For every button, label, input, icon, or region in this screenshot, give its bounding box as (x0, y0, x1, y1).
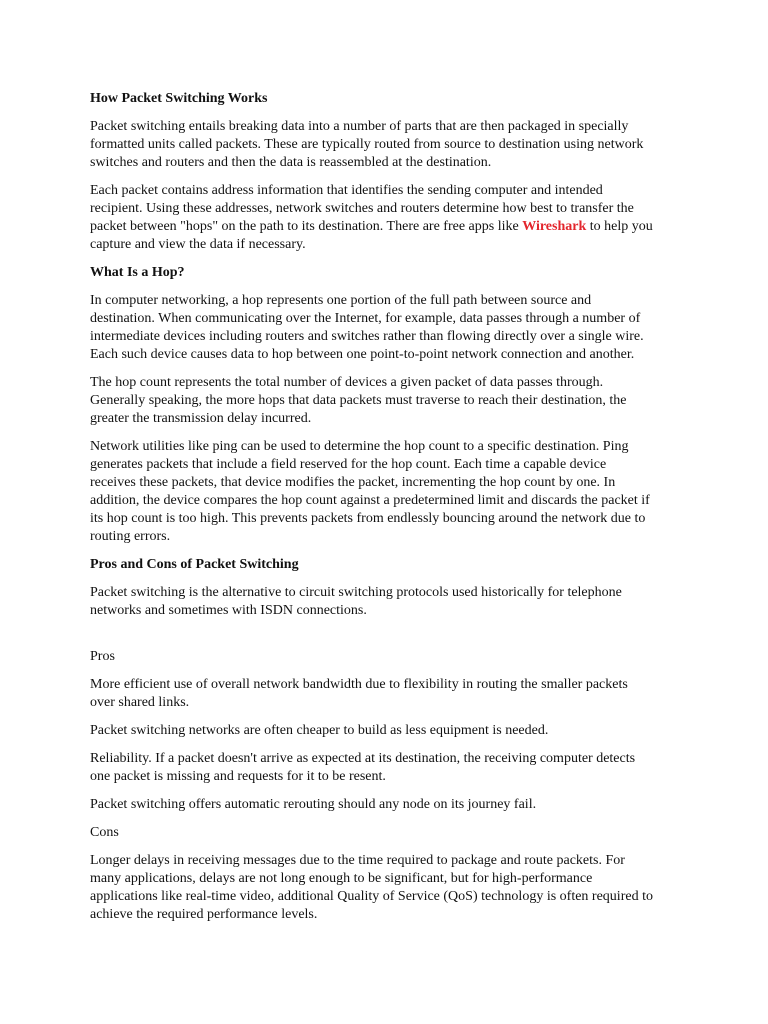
cons-label: Cons (90, 825, 119, 840)
paragraph-ping-utilities: Network utilities like ping can be used to determine the hop count to a specific destination. Ping generates packets that include a field reserved for the hop count. Each time a capable device receives these packets, that device modifies the packet, incrementing the hop count by one. In addition, the device compares the hop count against a predetermined limit and discards the packet if its hop count is too high. This prevents packets from endlessly bouncing around the network due to routing errors. (90, 439, 650, 544)
con-item-delays: Longer delays in receiving messages due to the time required to package and route packets. For many applications, delays are not long enough to be significant, but for high-performance applications like real-time video, additional Quality of Service (QoS) technology is often required to achieve the required performance levels. (90, 853, 653, 922)
paragraph-hop-count: The hop count represents the total number of devices a given packet of data passes through. Generally speaking, the more hops that data packets must traverse to reach their destination, the greater the transmission delay incurred. (90, 375, 627, 426)
wireshark-link[interactable]: Wireshark (522, 219, 587, 234)
pro-item-cheaper: Packet switching networks are often cheaper to build as less equipment is needed. (90, 723, 549, 738)
pros-label: Pros (90, 649, 115, 664)
pro-item-bandwidth: More efficient use of overall network bandwidth due to flexibility in routing the smaller packets over shared links. (90, 677, 628, 710)
heading-what-is-a-hop: What Is a Hop? (90, 265, 185, 280)
paragraph-address-text-before: Each packet contains address information that identifies the sending computer and intended recipient. Using these addresses, network switches and routers determine how best to transfer the packet between "hops" on the path to its destination. There are free apps like (90, 183, 634, 234)
spacer (90, 630, 655, 648)
heading-pros-and-cons: Pros and Cons of Packet Switching (90, 557, 299, 572)
pro-item-reliability: Reliability. If a packet doesn't arrive as expected at its destination, the receiving computer detects one packet is missing and requests for it to be resent. (90, 751, 636, 784)
paragraph-packet-switching-intro: Packet switching entails breaking data into a number of parts that are then packaged in specially formatted units called packets. These are typically routed from source to destination using network switches and routers and then the data is reassembled at the destination. (90, 119, 644, 170)
heading-how-packet-switching-works: How Packet Switching Works (90, 91, 268, 106)
pro-item-rerouting: Packet switching offers automatic rerouting should any node on its journey fail. (90, 797, 537, 812)
paragraph-alternative-circuit-switching: Packet switching is the alternative to circuit switching protocols used historically for telephone networks and sometimes with ISDN connections. (90, 585, 622, 618)
paragraph-hop-definition: In computer networking, a hop represents one portion of the full path between source and destination. When communicating over the Internet, for example, data passes through a number of intermediate devices including routers and switches rather than flowing directly over a single wire. Each such device causes data to hop between one point-to-point network connection and another. (90, 293, 644, 362)
document-page (90, 90, 655, 934)
paragraph-address-text-after: to help you capture and view the data if necessary. (90, 219, 653, 252)
paragraph-address-information (90, 182, 655, 254)
